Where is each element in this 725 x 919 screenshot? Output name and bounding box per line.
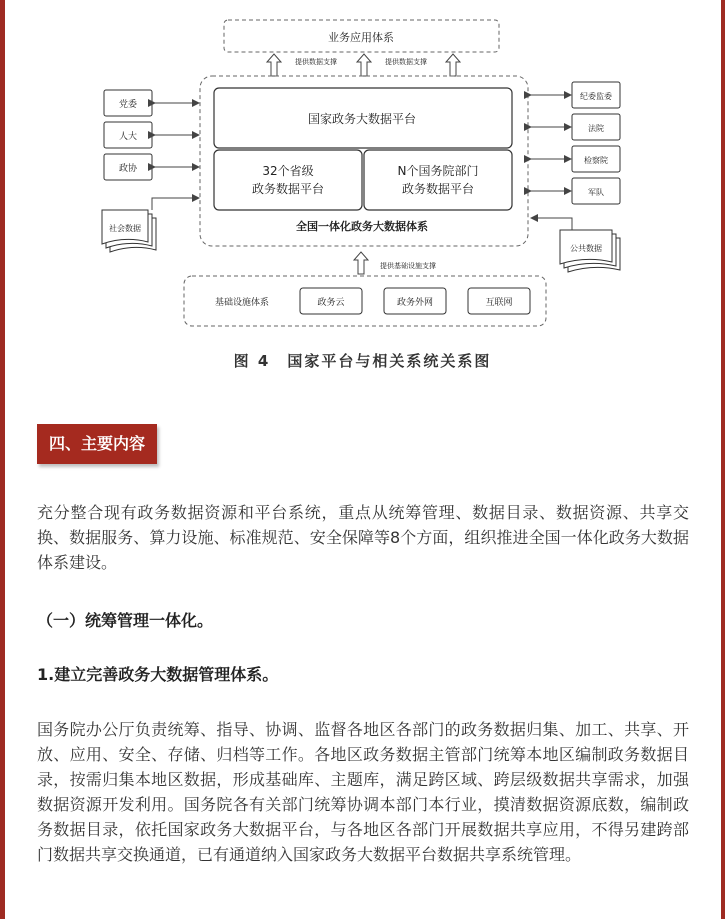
- support-label-left: 提供数据支撑: [295, 58, 337, 66]
- support-arrow-far-right: [446, 54, 460, 76]
- relationship-diagram: [90, 12, 640, 352]
- right-accent-bar: [721, 0, 725, 919]
- node-court-label: 法院: [588, 124, 604, 133]
- public-data-label: 公共数据: [570, 244, 602, 253]
- social-data-label: 社会数据: [109, 224, 141, 233]
- support-arrow-right: [357, 54, 371, 76]
- intro-paragraph: 充分整合现有政务数据资源和平台系统，重点从统筹管理、数据目录、数据资源、共享交换、数据服务、算力设施、标准规范、安全保障等8个方面，组织推进全国一体化政务大数据体系建设。: [37, 503, 689, 572]
- provincial-platform-box: [214, 150, 362, 210]
- arrow-social-data: [152, 198, 198, 210]
- ministry-platform-box: [364, 150, 512, 210]
- body-paragraph: 国务院办公厅负责统筹、指导、协调、监督各地区各部门的政务数据归集、加工、共享、开放、应用、安全、存储、归档等工作。各地区政务数据主管部门统筹本地区编制政务数据目录，按需归集本地区数据，形成基础库、主题库，满足跨区域、跨层级数据共享需求，加强数据资源开发利用。国务院各有关部门统筹协调本部门本行业，摸清数据资源底数，编制政务数据目录，依托国家政务大数据平台，与各地区各部门开展数据共享应用，不得另建跨部门数据共享交换通道，已有通道纳入国家政务大数据平台数据共享系统管理。: [37, 720, 689, 864]
- infra-internet-label: 互联网: [485, 298, 513, 308]
- provincial-line2: 政务数据平台: [251, 182, 325, 196]
- infra-support-arrow: [354, 252, 368, 274]
- provincial-line1: 32个省级: [262, 164, 314, 178]
- infra-system-label: 基础设施体系: [214, 298, 270, 308]
- node-procuratorate-label: 检察院: [584, 156, 608, 165]
- support-label-right: 提供数据支撑: [385, 58, 427, 66]
- arrow-public-data: [532, 218, 572, 230]
- item-heading: 1.建立完善政务大数据管理体系。: [37, 665, 279, 684]
- national-platform-label: 国家政务大数据平台: [307, 112, 417, 126]
- node-discipline-label: 纪委监委: [580, 92, 612, 101]
- subsection-heading: （一）统筹管理一体化。: [37, 611, 214, 630]
- node-cppcc-label: 政协: [118, 164, 138, 174]
- infra-gov-cloud-label: 政务云: [317, 298, 345, 308]
- node-military-label: 军队: [588, 188, 604, 197]
- system-title: 全国一体化政务大数据体系: [296, 220, 428, 233]
- ministry-line1: N个国务院部门: [397, 164, 479, 178]
- figure-caption: 图 4 国家平台与相关系统关系图: [233, 352, 492, 370]
- node-npc-label: 人大: [118, 132, 138, 142]
- ministry-line2: 政务数据平台: [401, 182, 475, 196]
- infra-gov-extranet-label: 政务外网: [396, 298, 434, 308]
- section-heading: 四、主要内容: [37, 424, 157, 464]
- business-system-label: 业务应用体系: [328, 31, 394, 44]
- node-party-committee-label: 党委: [118, 100, 138, 110]
- left-accent-bar: [0, 0, 5, 919]
- support-arrow-left: [267, 54, 281, 76]
- infra-support-label: 提供基础设施支撑: [380, 262, 436, 270]
